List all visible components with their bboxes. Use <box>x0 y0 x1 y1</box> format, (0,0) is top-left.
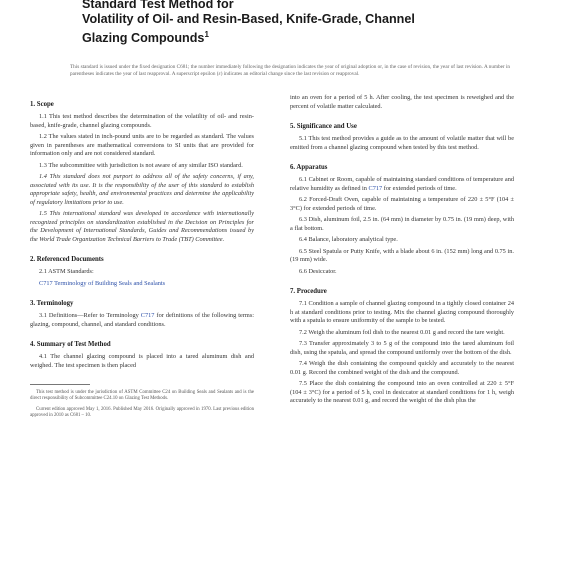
title-line-3 <box>82 27 502 46</box>
footnote-divider <box>30 384 90 385</box>
apparatus-ref-link[interactable]: C717 <box>368 184 383 192</box>
footnote-1: This test method is under the jurisdiction of ASTM Committee C24 on Building Seals and Sealants and is the direct responsibility of Subcommittee C24.10 on Glazing Test Methods. <box>30 389 254 401</box>
section-scope-heading: 1. Scope <box>30 101 54 108</box>
scope-para-3: 1.3 The subcommittee with jurisdiction is not aware of any similar ISO standard. <box>39 161 243 169</box>
apparatus-para-3: 6.3 Dish, aluminum foil, 2.5 in. (64 mm) in diameter by 0.75 in. (19 mm) deep, with a flat bottom. <box>290 216 514 232</box>
section-procedure-heading: 7. Procedure <box>290 288 327 295</box>
apparatus-text-post: for extended periods of time. <box>383 184 457 192</box>
footnote-2: Current edition approved May 1, 2016. Published May 2016. Originally approved in 1970. Last previous edition approved in 2010 as C681 – 10. <box>30 407 254 419</box>
title-line-3-text: Glazing Compounds <box>82 31 205 46</box>
procedure-para-1: 7.1 Condition a sample of channel glazing compound in a tightly closed container 24 h at standard conditions prior to testing. Mix the channel glazing compound thoroughly with a spatula to ensure uniformity of the sample to be tested. <box>290 300 514 324</box>
title-footnote-mark: 1 <box>204 30 209 39</box>
ref-title-link[interactable]: Terminology of Building Seals and Sealants <box>54 279 166 287</box>
apparatus-text-pre: 6.1 Cabinet or Room, capable of maintaining standard conditions of temperature and relative humidity as defined in <box>290 176 514 192</box>
terminology-ref-link[interactable]: C717 <box>140 312 155 319</box>
summary-continuation: into an oven for a period of 5 h. After cooling, the test specimen is reweighed and the percent of volatile matter calculated. <box>290 94 514 110</box>
section-terminology-heading: 3. Terminology <box>30 300 74 307</box>
section-summary-heading: 4. Summary of Test Method <box>30 341 111 348</box>
apparatus-para-1 <box>290 176 514 193</box>
left-column <box>30 100 254 421</box>
standard-designation-note: This standard is issued under the fixed designation C681; the number immediately following the designation indicates the year of original adoption or, in the case of revision, the year of last revision. A number in parentheses indicates the year of last reapproval. A superscript epsilon (ε) indicates an editorial change since the last revision or reapproval. <box>70 64 510 77</box>
ref-link-c717[interactable]: C717 <box>39 279 53 287</box>
terminology-text-post: for definitions of the following terms: glazing, compound, channel, and standard conditions. <box>30 312 255 328</box>
referenced-para-1: 2.1 ASTM Standards: <box>39 268 94 275</box>
scope-para-4: 1.4 This standard does not purport to address all of the safety concerns, if any, associated with its use. It is the responsibility of the user of this standard to establish appropriate safety, health, and environmental practices and determine the applicability of regulatory limitations prior to use. <box>30 173 254 206</box>
section-apparatus-heading: 6. Apparatus <box>290 164 328 171</box>
scope-para-2: 1.2 The values stated in inch-pound units are to be regarded as standard. The values given in parentheses are mathematical conversions to SI units that are provided for information only and are not considered standard. <box>30 133 254 157</box>
significance-para-1: 5.1 This test method provides a guide as to the amount of volatile matter that will be emitted from a channel glazing compound when tested by this test method. <box>290 135 514 151</box>
apparatus-para-5: 6.5 Steel Spatula or Putty Knife, with a blade about 6 in. (152 mm) long and 0.75 in. (19 mm) wide. <box>290 247 514 263</box>
terminology-para-1 <box>30 312 254 329</box>
apparatus-para-4: 6.4 Balance, laboratory analytical type. <box>299 236 398 243</box>
right-column <box>290 94 514 409</box>
document-title <box>82 0 502 46</box>
section-significance-heading: 5. Significance and Use <box>290 123 357 130</box>
title-line-1: Standard Test Method for <box>82 0 234 11</box>
procedure-para-2: 7.2 Weigh the aluminum foil dish to the nearest 0.01 g and record the tare weight. <box>299 328 505 336</box>
procedure-para-5: 7.5 Place the dish containing the compound into an oven controlled at 220 ± 5°F (104 ± 3°C) for a period of 5 h, cool in desiccator at standard conditions for 1 h, weigh accurately to the nearest 0.01 g, and record the weight of the dish plus the <box>290 380 514 404</box>
scope-para-5: 1.5 This international standard was developed in accordance with internationally recognized principles on standardization established in the Decision on Principles for the Development of International Standards, Guides and Recommendations issued by the World Trade Organization Technical Barriers to Trade (TBT) Committee. <box>30 210 254 243</box>
terminology-text-pre: 3.1 Definitions—Refer to Terminology <box>39 312 139 319</box>
scope-para-1: 1.1 This test method describes the determination of the volatility of oil- and resin-based, knife-grade, channel glazing compounds. <box>30 113 254 129</box>
summary-para-1: 4.1 The channel glazing compound is placed into a tared aluminum dish and weighed. The test specimen is then placed <box>30 353 254 369</box>
apparatus-para-6: 6.6 Desiccator. <box>299 267 337 275</box>
procedure-para-3: 7.3 Transfer approximately 3 to 5 g of the compound into the tared aluminum foil dish, using the spatula, and spread the compound uniformly over the bottom of the dish. <box>290 340 514 356</box>
title-line-2: Volatility of Oil- and Resin-Based, Knife-Grade, Channel <box>82 12 415 26</box>
referenced-item <box>30 280 254 289</box>
procedure-para-4: 7.4 Weigh the dish containing the compound quickly and accurately to the nearest 0.01 g. Record the combined weight of the dish and the compound. <box>290 360 514 376</box>
apparatus-para-2: 6.2 Forced-Draft Oven, capable of maintaining a temperature of 220 ± 5°F (104 ± 3°C) for extended periods of time. <box>290 196 514 212</box>
section-referenced-heading: 2. Referenced Documents <box>30 256 104 263</box>
